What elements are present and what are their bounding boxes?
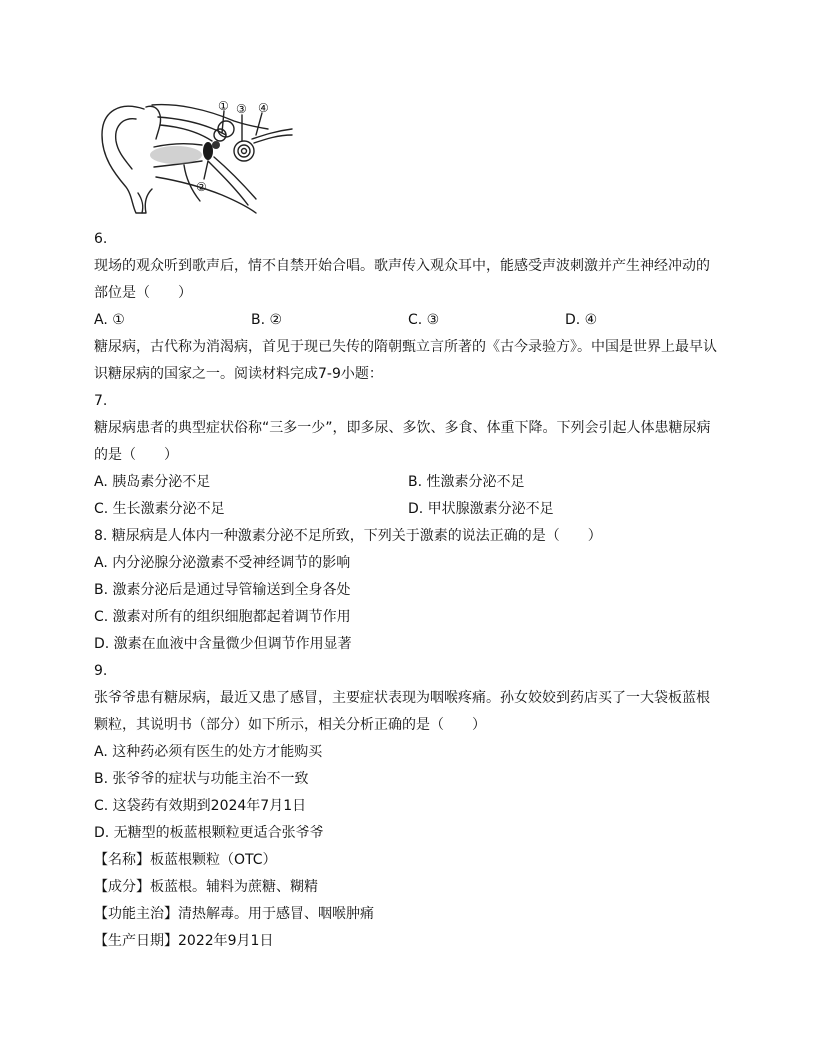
leaflet-production-date: 【生产日期】2022年9月1日 (94, 933, 274, 949)
skull-outline (152, 105, 268, 129)
question-content (94, 226, 722, 955)
q6-option-d: D. ④ (565, 312, 598, 328)
eardrum (203, 142, 213, 160)
q6-option-a: A. ① (94, 312, 125, 328)
q8-option-c: C. 激素对所有的组织细胞都起着调节作用 (94, 609, 351, 625)
q6-options (94, 307, 722, 334)
marker-3: ③ (236, 102, 247, 116)
ear-canal-shade (150, 146, 202, 164)
q9-option-b: B. 张爷爷的症状与功能主治不一致 (94, 771, 309, 787)
q9-stem: 张爷爷患有糖尿病，最近又患了感冒，主要症状表现为咽喉疼痛。孙女姣姣到药店买了一大袋板蓝根颗粒，其说明书（部分）如下所示，相关分析正确的是（ ） (94, 690, 710, 733)
bone-contour-2 (160, 125, 212, 141)
reading-intro: 糖尿病，古代称为消渴病，首见于现已失传的隋朝甄立言所著的《古今录验方》。中国是世界上最早认识糖尿病的国家之一。阅读材料完成7-9小题： (94, 339, 717, 382)
q7-stem: 糖尿病患者的典型症状俗称“三多一少”，即多尿、多饮、多食、体重下降。下列会引起人体患糖尿病的是（ ） (94, 420, 711, 463)
leader-line-4 (256, 113, 262, 135)
ossicles (212, 141, 220, 149)
q6-stem: 现场的观众听到歌声后，情不自禁开始合唱。歌声传入观众耳中，能感受声波刺激并产生神经冲动的部位是（ ） (94, 258, 710, 301)
auricle-outline (102, 106, 152, 213)
q7-option-d: D. 甲状腺激素分泌不足 (408, 501, 554, 517)
q7-option-c: C. 生长激素分泌不足 (94, 501, 225, 517)
leaflet-indications: 【功能主治】清热解毒。用于感冒、咽喉肿痛 (94, 906, 374, 922)
cochlea-inner (242, 149, 247, 154)
q8-option-a: A. 内分泌腺分泌激素不受神经调节的影响 (94, 555, 351, 571)
ear-diagram (96, 95, 296, 220)
q6-number: 6. (94, 231, 108, 247)
marker-1: ① (218, 99, 229, 113)
marker-2: ② (196, 180, 207, 194)
leader-line-2 (204, 161, 208, 179)
leaflet-name: 【名称】板蓝根颗粒（OTC） (94, 852, 277, 868)
q9-option-d: D. 无糖型的板蓝根颗粒更适合张爷爷 (94, 825, 324, 841)
q7-options-row-2 (94, 496, 722, 523)
earlobe-curve (138, 193, 143, 213)
q6-option-c: C. ③ (408, 312, 440, 328)
q8-stem: 8. 糖尿病是人体内一种激素分泌不足所致，下列关于激素的说法正确的是（ ） (94, 528, 602, 544)
cochlea-outer (234, 141, 254, 161)
auditory-tube-upper (214, 157, 256, 199)
q9-number: 9. (94, 663, 108, 679)
q8-option-b: B. 激素分泌后是通过导管输送到全身各处 (94, 582, 351, 598)
cochlea-middle (238, 145, 250, 157)
auricle-inner-fold (116, 119, 136, 169)
auricle-helix (146, 106, 161, 139)
q7-number: 7. (94, 393, 108, 409)
q9-option-a: A. 这种药必须有医生的处方才能购买 (94, 744, 323, 760)
q7-options-row-1 (94, 469, 722, 496)
q7-option-a: A. 胰岛素分泌不足 (94, 474, 211, 490)
q9-option-c: C. 这袋药有效期到2024年7月1日 (94, 798, 307, 814)
leaflet-ingredients: 【成分】板蓝根。辅料为蔗糖、糊精 (94, 879, 318, 895)
q8-option-d: D. 激素在血液中含量微少但调节作用显著 (94, 636, 352, 652)
q6-option-b: B. ② (251, 312, 283, 328)
q7-option-b: B. 性激素分泌不足 (408, 474, 525, 490)
marker-4: ④ (258, 101, 269, 115)
